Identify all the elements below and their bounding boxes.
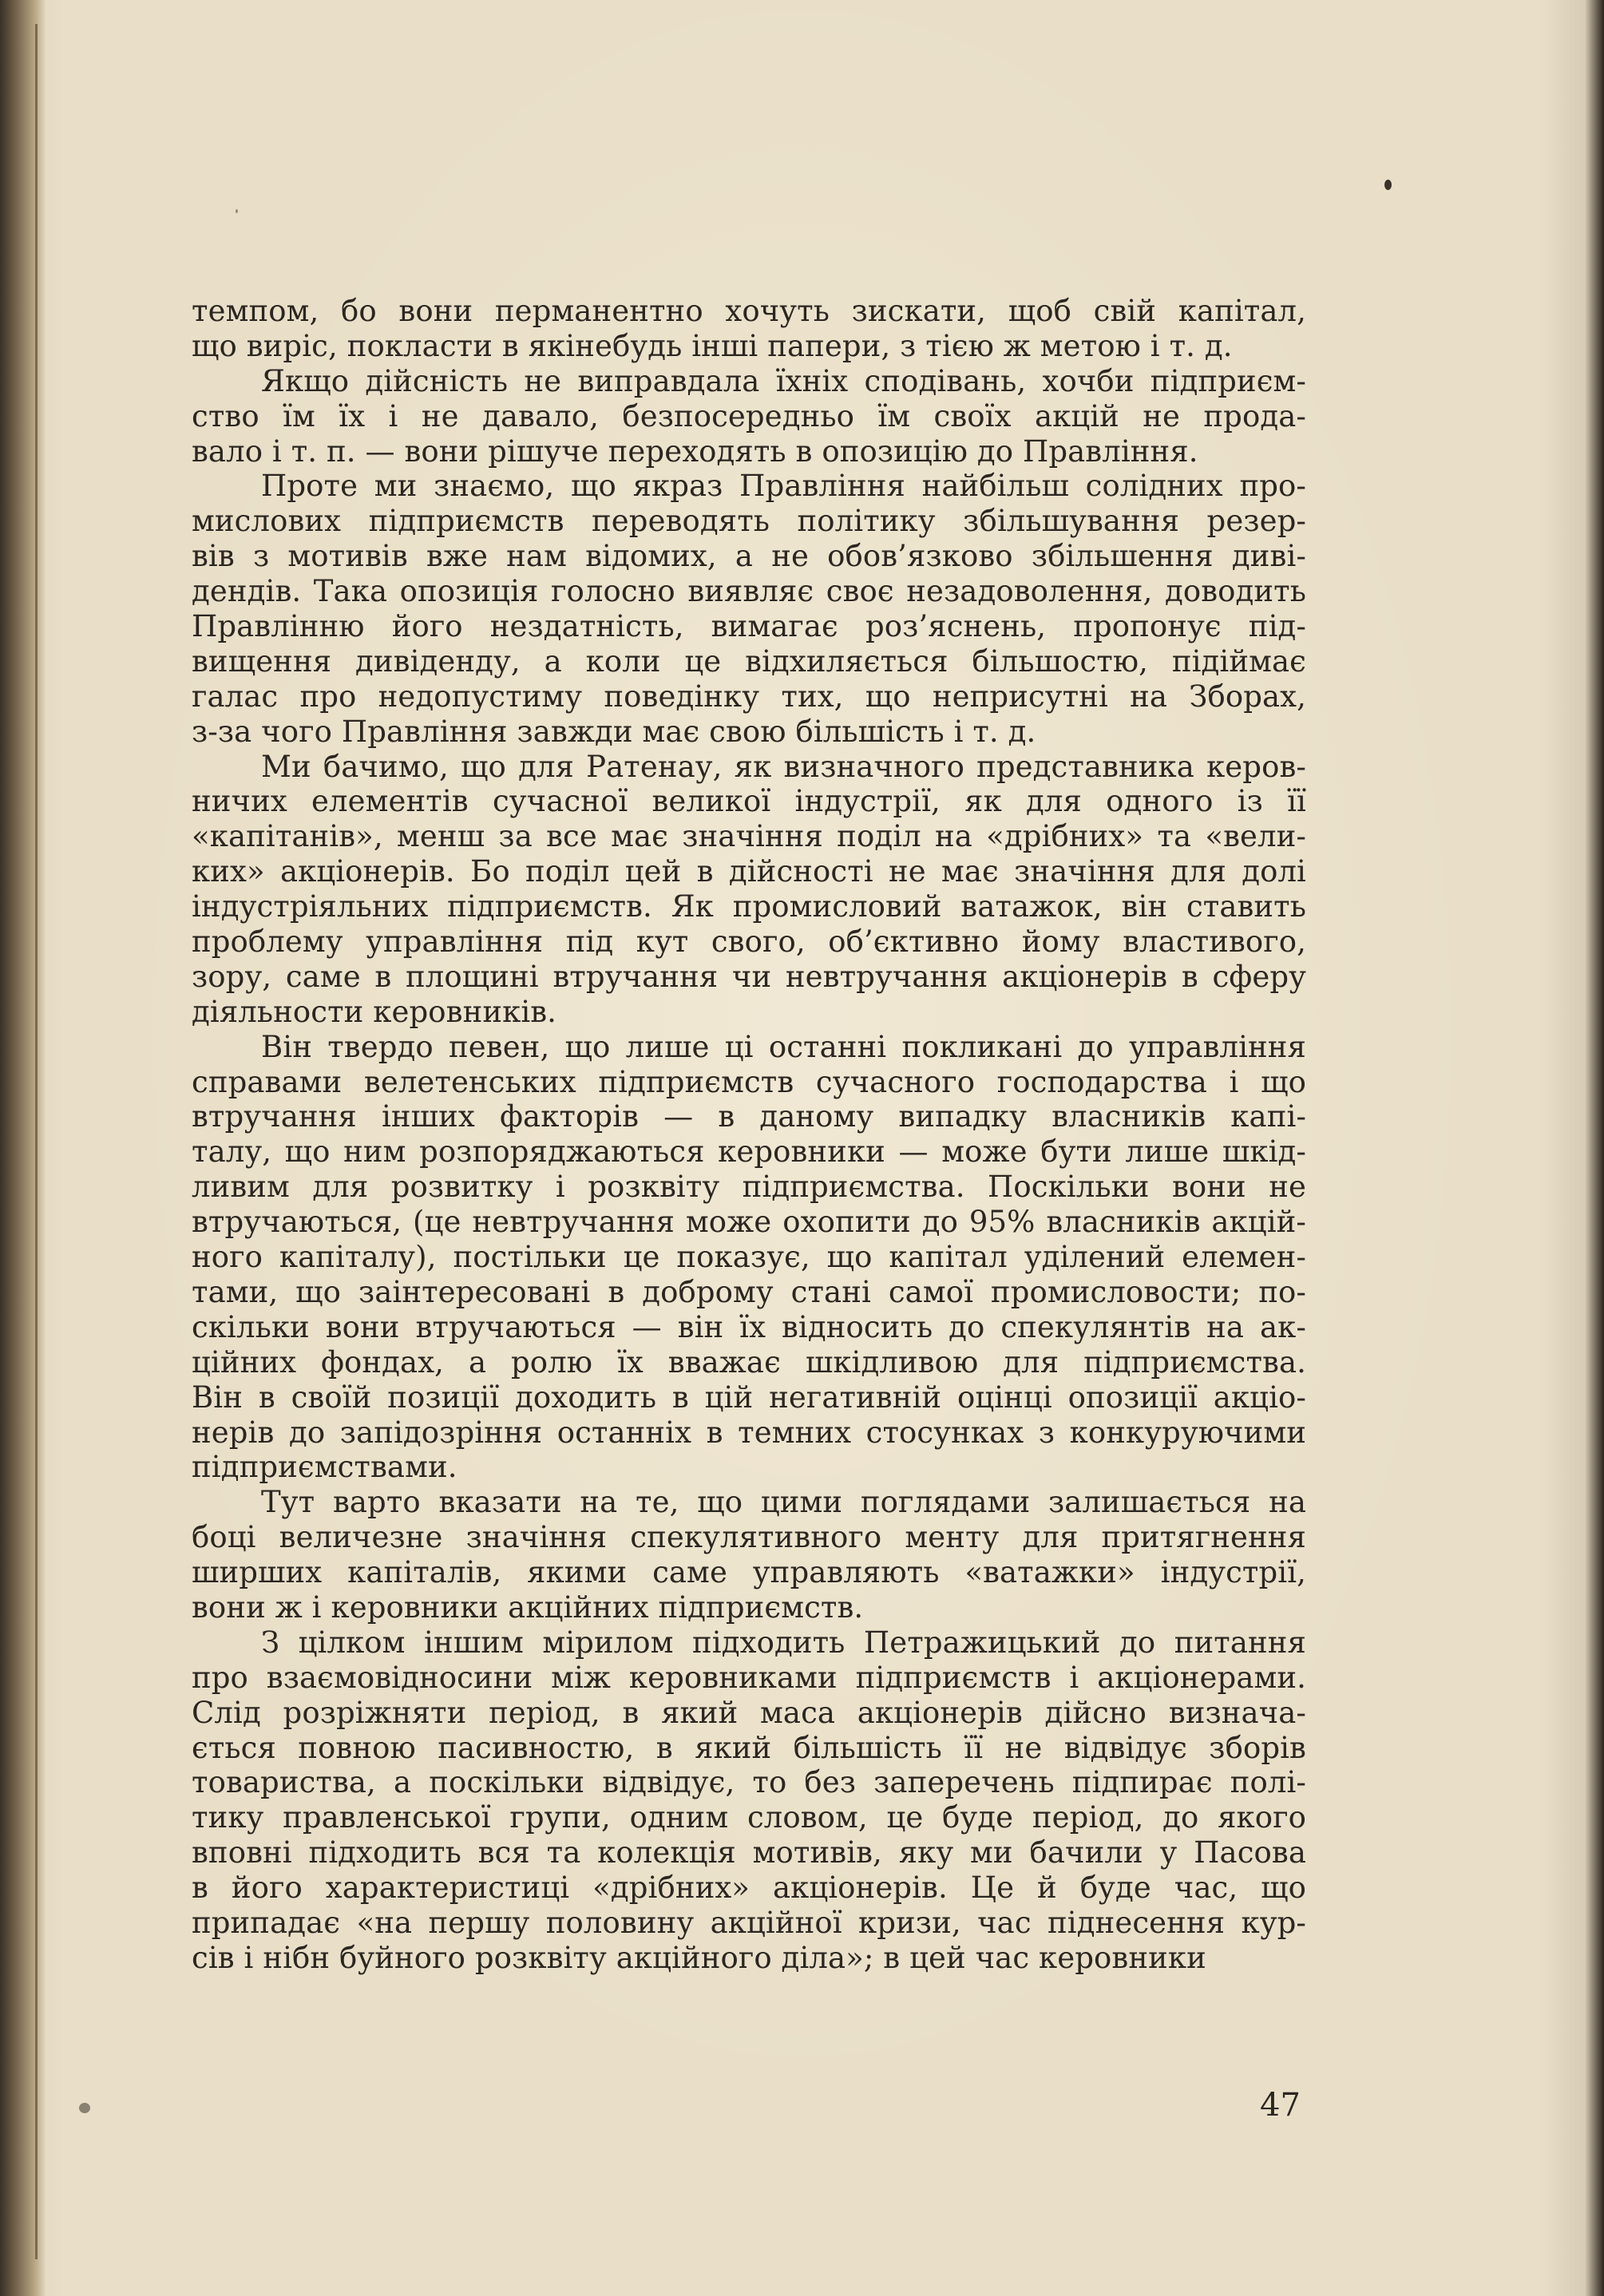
binding-crease (35, 24, 38, 2259)
text-line: тами, що заінтересовані в доброму стані самої промисловости; по- (192, 1274, 1306, 1309)
text-line: Якщо дійсність не виправдала їхніх сподівань, хочби підприєм- (261, 363, 1306, 398)
text-line: дендів. Така опозиція голосно виявляє своє незадоволення, доводить (192, 574, 1306, 609)
text-line: проблему управління під кут свого, об’єктивно йому властивого, (192, 924, 1306, 960)
text-line: вів з мотивів вже нам відомих, а не обов’язково збільшення диві- (192, 539, 1306, 574)
text-line: Ми бачимо, що для Ратенау, як визначного представника керов- (261, 749, 1306, 784)
text-line: мислових підприємств переводять політику збільшування резер- (192, 504, 1306, 539)
text-line: вповні підходить вся та колекція мотивів, яку ми бачили у Пасова (192, 1835, 1306, 1870)
page-right-edge (1585, 0, 1604, 2296)
paragraph (192, 469, 1306, 749)
text-line: ється повною пасивностю, в який більшість її не відвідує зборів (192, 1730, 1306, 1765)
text-line: про взаємовідносини між керовниками підприємств і акціонерами. (192, 1660, 1306, 1695)
ink-spot (79, 2103, 90, 2113)
paragraph (192, 1030, 1306, 1486)
text-line: вони ж і керовники акційних підприємств. (192, 1589, 864, 1625)
page-number: 47 (1260, 2087, 1301, 2124)
text-line: Він твердо певен, що лише ці останні покликані до управління (261, 1029, 1306, 1064)
text-line: ливим для розвитку і розквіту підприємства. Поскільки вони не (192, 1170, 1306, 1205)
text-line: ного капіталу), постільки це показує, що капітал уділений елемен- (192, 1240, 1306, 1275)
text-line: втручання інших факторів — в даному випадку власників капі- (192, 1099, 1306, 1134)
paragraph (192, 294, 1306, 364)
text-line: ство їм їх і не давало, безпосередньо їм своїх акцій не прода- (192, 398, 1306, 433)
text-line: галас про недопустиму поведінку тих, що неприсутні на Зборах, (192, 679, 1306, 714)
text-line: Він в своїй позиції доходить в цій негативній оцінці опозиції акціо- (192, 1380, 1306, 1415)
text-line: підприємствами. (192, 1450, 457, 1485)
paragraph (192, 364, 1306, 469)
body-text (192, 294, 1306, 1976)
text-line: справами велетенських підприємств сучасного господарства і що (192, 1064, 1306, 1099)
text-line: ничих елементів сучасної великої індустрії, як для одного із її (192, 784, 1306, 819)
ink-spot (236, 209, 238, 213)
text-line: ких» акціонерів. Бо поділ цей в дійсності не має значіння для долі (192, 854, 1306, 889)
text-line: діяльности керовників. (192, 994, 557, 1029)
paragraph (192, 1485, 1306, 1625)
ink-spot (1384, 180, 1392, 190)
text-line: вищення дивіденду, а коли це відхиляється більшостю, підіймає (192, 643, 1306, 679)
text-line: нерів до запідозріння останніх в темних стосунках з конкуруючими (192, 1415, 1306, 1450)
text-line: вало і т. п. — вони рішуче переходять в опозицію до Правління. (192, 433, 1198, 469)
text-line: темпом, бо вони перманентно хочуть зискати, щоб свій капітал, (192, 294, 1306, 328)
text-line: сів і нібн буйного розквіту акційного діла»; в цей час керовники (192, 1940, 1206, 1975)
text-line: з-за чого Правління завжди має свою більшість і т. д. (192, 714, 1036, 749)
text-line: припадає «на першу половину акційної кризи, час піднесення кур- (192, 1905, 1306, 1940)
paragraph (192, 750, 1306, 1030)
paragraph (192, 1625, 1306, 1976)
text-line: Проте ми знаємо, що якраз Правління найбільш солідних про- (261, 469, 1306, 504)
text-line: талу, що ним розпоряджаються керовники — може бути лише шкід- (192, 1134, 1306, 1170)
text-line: зору, саме в площині втручання чи невтручання акціонерів в сферу (192, 959, 1306, 994)
text-line: Тут варто вказати на те, що цими поглядами залишається на (261, 1485, 1306, 1520)
text-line: З цілком іншим мірилом підходить Петражицький до питання (261, 1625, 1306, 1660)
text-line: втручаються, (це невтручання може охопити до 95% власників акцій- (192, 1205, 1306, 1240)
text-line: в його характеристиці «дрібних» акціонерів. Це й буде час, що (192, 1870, 1306, 1906)
text-line: тику правленської групи, одним словом, це буде період, до якого (192, 1800, 1306, 1835)
text-line: боці величезне значіння спекулятивного менту для притягнення (192, 1520, 1306, 1555)
text-line: ційних фондах, а ролю їх вважає шкідливою для підприємства. (192, 1344, 1306, 1380)
page-binding-shadow (0, 0, 46, 2296)
text-line: скільки вони втручаються — він їх відносить до спекулянтів на ак- (192, 1309, 1306, 1344)
text-line: що виріс, покласти в якінебудь інші папери, з тією ж метою і т. д. (192, 328, 1233, 363)
text-line: товариства, а поскільки відвідує, то без заперечень підпирає полі- (192, 1765, 1306, 1800)
text-line: ширших капіталів, якими саме управляють «ватажки» індустрії, (192, 1555, 1306, 1590)
text-line: Правлінню його нездатність, вимагає роз’яснень, пропонує під- (192, 609, 1306, 644)
text-line: індустріяльних підприємств. Як промисловий ватажок, він ставить (192, 889, 1306, 924)
text-line: «капітанів», менш за все має значіння поділ на «дрібних» та «вели- (192, 819, 1306, 854)
text-line: Слід розріжняти період, в який маса акціонерів дійсно визнача- (192, 1695, 1306, 1730)
